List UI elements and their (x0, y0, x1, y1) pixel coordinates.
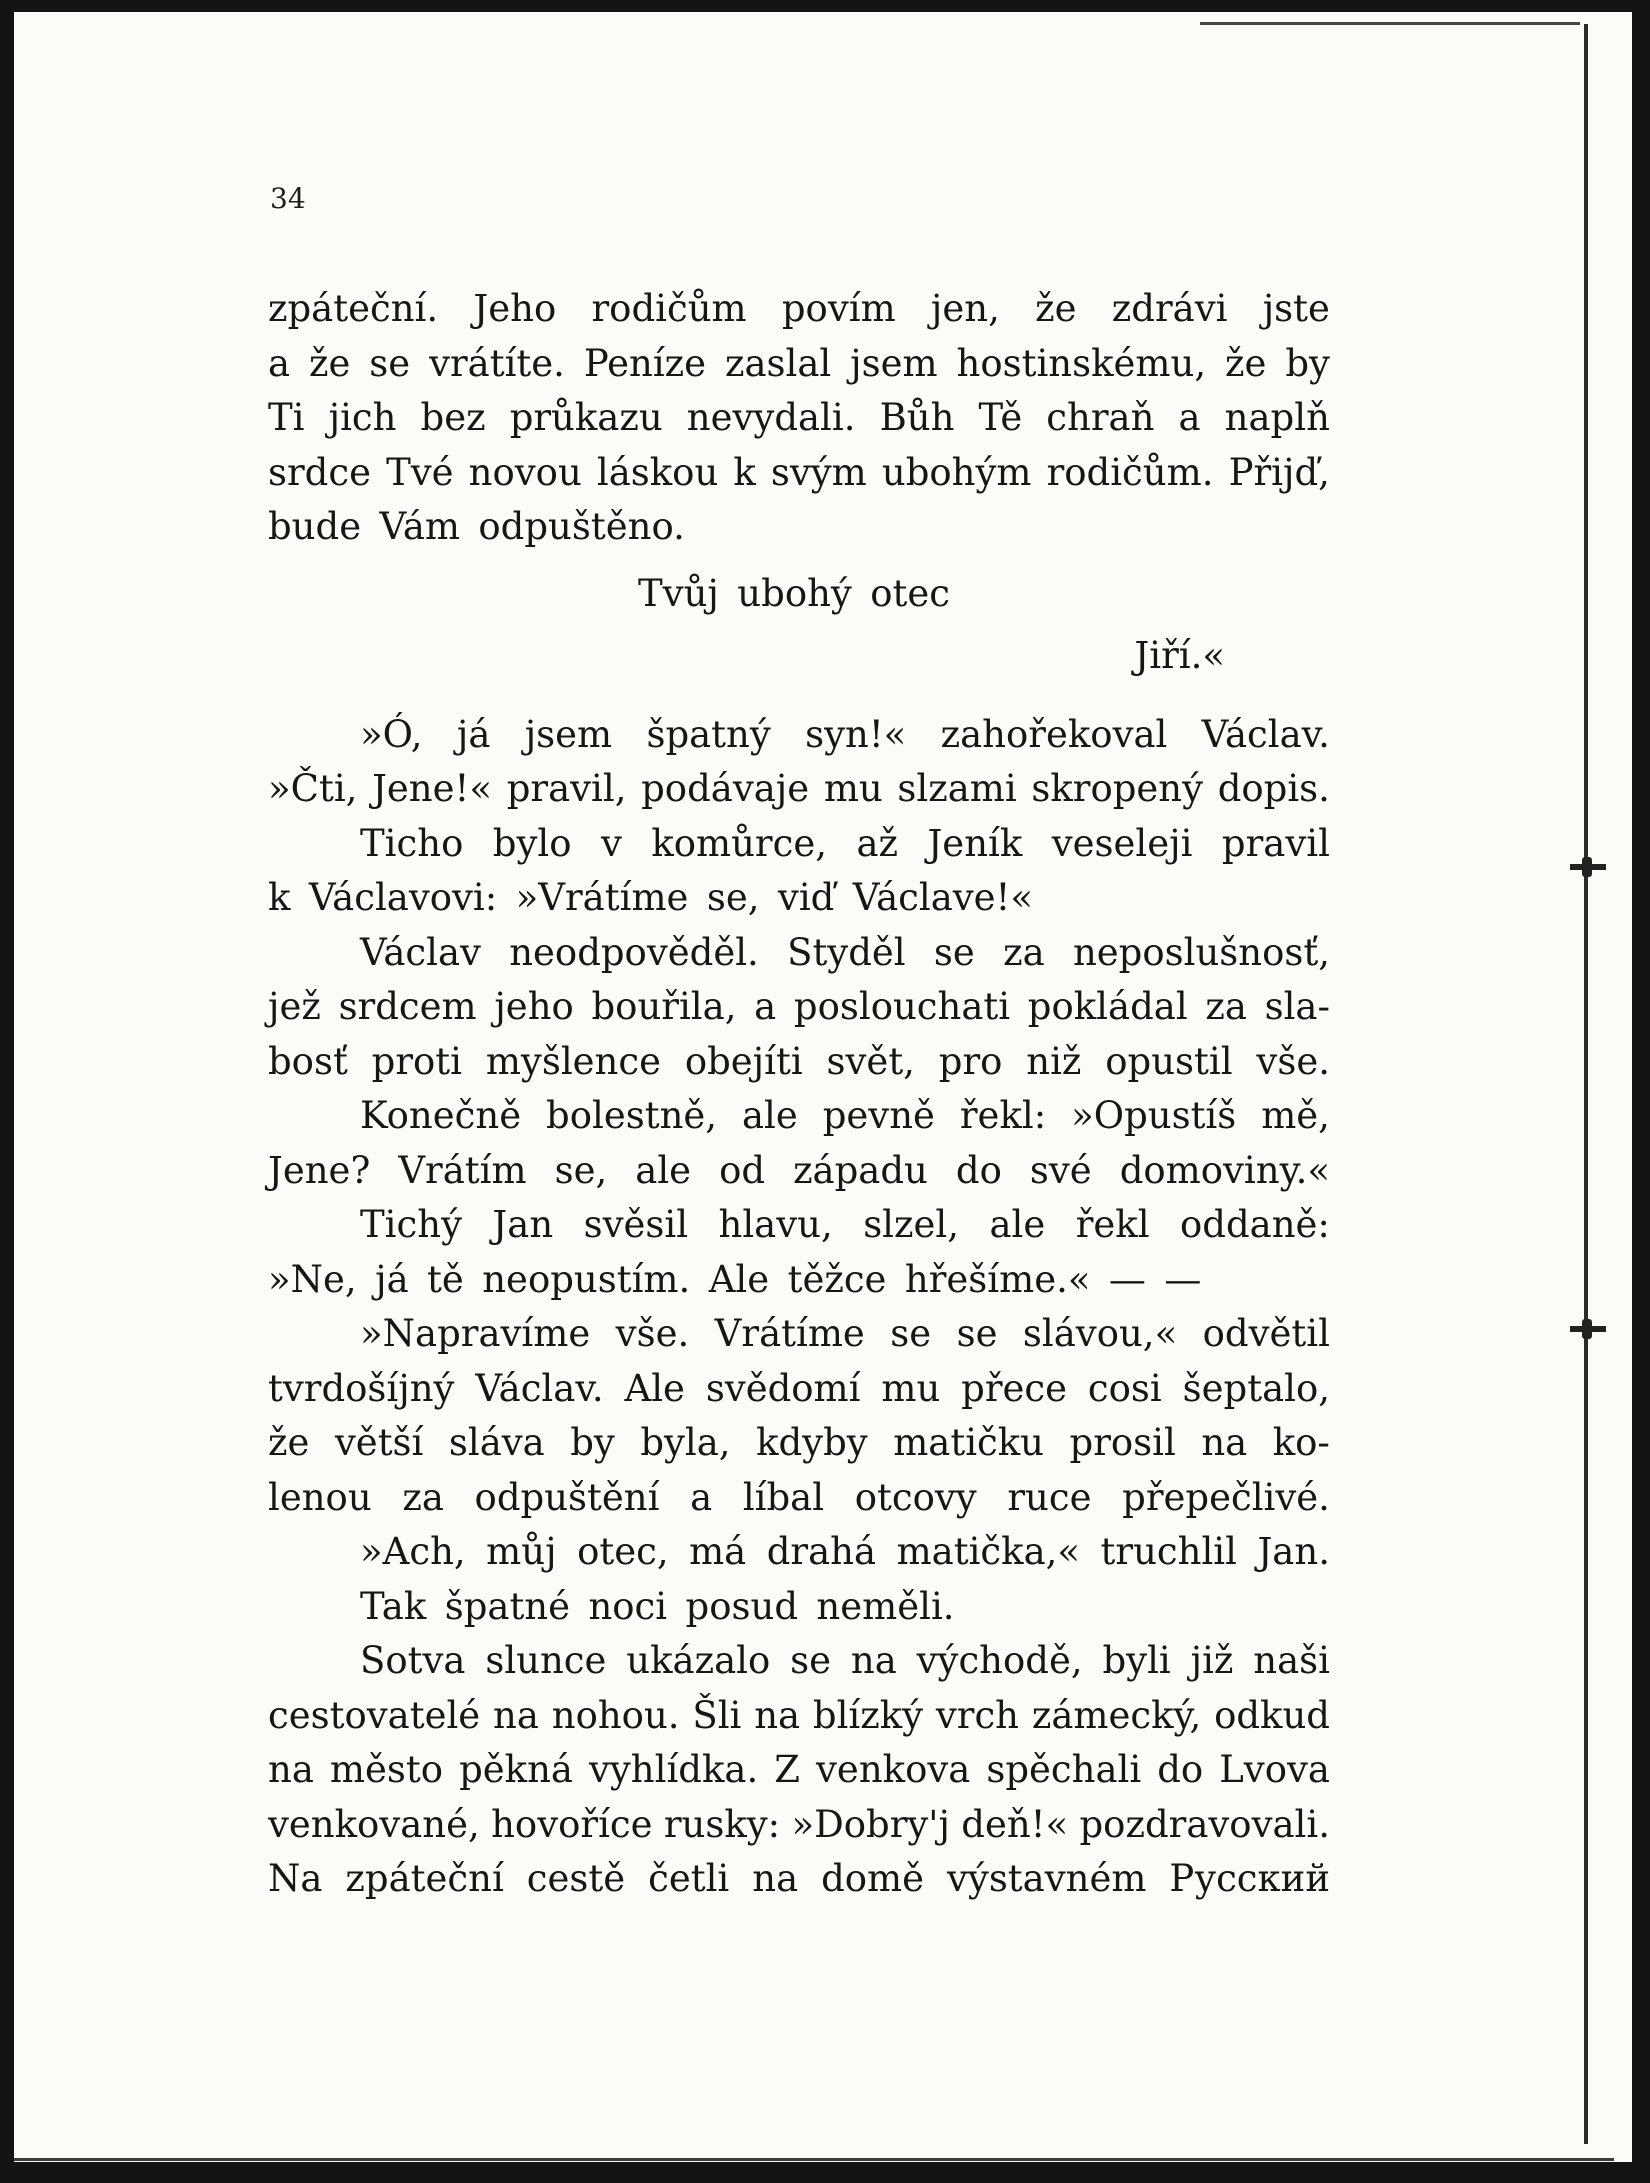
text-line: k Václavovi: »Vrátíme se, viď Václave!« (268, 876, 1034, 919)
text-line: Na zpáteční cestě četli na domě výstavném Русский (268, 1857, 1330, 1900)
text-line: Tvůj ubohý otec (638, 571, 951, 615)
text-line: »Ó, já jsem špatný syn!« zahořekoval Václav. (360, 712, 1330, 756)
scan-edge-bottom (14, 2158, 1614, 2161)
text-line: »Ne, já tě neopustím. Ale těžce hřešíme.« — — (268, 1257, 1202, 1301)
text-line: lenou za odpuštění a líbal otcovy ruce přepečlivé. (268, 1475, 1330, 1519)
text-line: tvrdošíjný Václav. Ale svědomí mu přece cosi šeptalo, (268, 1366, 1330, 1410)
scan-edge-top (1200, 22, 1580, 25)
text-line: a že se vrátíte. Peníze zaslal jsem hostinskému, že by (268, 341, 1330, 385)
text-line: Sotva slunce ukázalo se na východě, byli již naši (360, 1639, 1330, 1682)
text-line: bosť proti myšlence obejíti svět, pro niž opustil vše. (268, 1039, 1330, 1083)
text-line: Tak špatné noci posud neměli. (360, 1584, 955, 1628)
text-line: cestovatelé na nohou. Šli na blízký vrch zámecký, odkud (268, 1693, 1330, 1737)
body-text (268, 282, 1330, 1907)
page-number: 34 (270, 182, 306, 215)
text-line: Ticho bylo v komůrce, až Jeník veseleji pravil (360, 821, 1330, 865)
text-line: srdce Tvé novou láskou k svým ubohým rodičům. Přijď, (268, 450, 1330, 494)
text-line: Jiří.« (1134, 634, 1225, 677)
scan-margin (1584, 12, 1632, 2162)
text-line: zpáteční. Jeho rodičům povím jen, že zdrávi jste (268, 287, 1330, 330)
text-line: bude Vám odpuštěno. (268, 505, 685, 548)
margin-tab-icon (1570, 1326, 1606, 1332)
text-line: »Napravíme vše. Vrátíme se se slávou,« odvětil (360, 1312, 1330, 1355)
text-line: Tichý Jan svěsil hlavu, slzel, ale řekl oddaně: (360, 1203, 1330, 1246)
text-line: na město pěkná vyhlídka. Z venkova spěchali do Lvova (268, 1748, 1330, 1791)
margin-tab-icon (1570, 864, 1606, 870)
text-line: venkované, hovoříce rusky: »Dobry'j deň!« pozdravovali. (268, 1802, 1330, 1846)
text-line: »Ach, můj otec, má drahá matička,« truchlil Jan. (360, 1530, 1330, 1573)
text-line: Ti jich bez průkazu nevydali. Bůh Tě chraň a naplň (268, 396, 1330, 439)
text-line: Václav neodpověděl. Styděl se za neposlušnosť, (360, 930, 1330, 974)
text-line: »Čti, Jene!« pravil, podávaje mu slzami skropený dopis. (268, 767, 1330, 810)
text-line: Jene? Vrátím se, ale od západu do své domoviny.« (268, 1148, 1330, 1192)
text-line: Konečně bolestně, ale pevně řekl: »Opustíš mě, (360, 1094, 1330, 1137)
text-line: že větší sláva by byla, kdyby matičku prosil na ko- (268, 1421, 1330, 1464)
text-line: jež srdcem jeho bouřila, a poslouchati pokládal za sla- (268, 985, 1330, 1028)
binding-edge-line (1584, 24, 1588, 2144)
